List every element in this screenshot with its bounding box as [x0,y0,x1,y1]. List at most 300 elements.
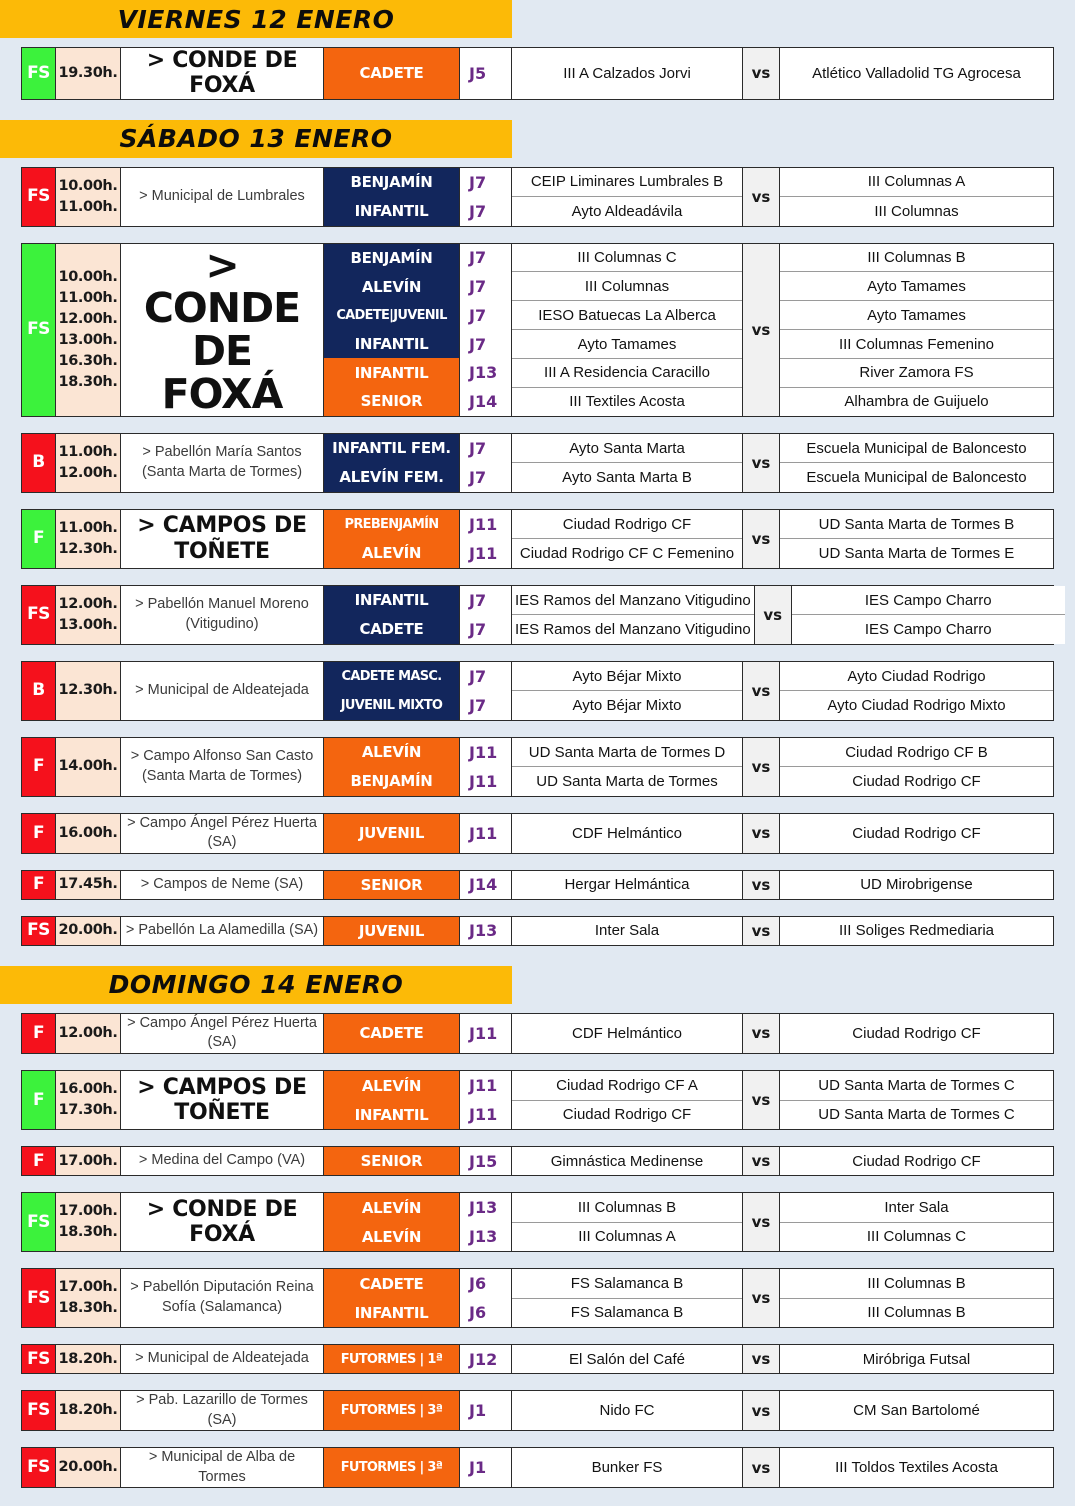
matchday-value: J11 [469,1023,498,1043]
time-column [56,814,121,853]
away-team: IES Campo Charro [792,586,1065,616]
sport-badge [22,1269,56,1327]
category-label: CADETE [324,1269,459,1298]
time-value: 17.30h. [58,1102,118,1119]
away-team: Alhambra de Guijuelo [844,393,989,411]
matchday-column [460,586,512,644]
matchday-value: J11 [469,771,498,791]
time-column [56,1448,121,1487]
venue-name: > CONDE DE FOXÁ [143,240,301,418]
away-team-column [780,244,1053,416]
vs-label: vs [751,64,771,83]
matchday-value: J7 [469,201,487,221]
away-team: Ciudad Rodrigo CF [852,1024,981,1042]
time-value: 18.20h. [58,1402,118,1419]
block-spacer [0,227,1075,243]
away-team: CM San Bartolomé [853,1402,980,1420]
away-team-column [780,1345,1053,1373]
category-column [324,871,460,899]
away-team: Ciudad Rodrigo CF [852,773,981,791]
category-label: INFANTIL [324,330,459,359]
vs-separator [743,1014,780,1053]
time-column [56,168,121,226]
home-team: III A Residencia Caracillo [512,359,742,388]
sport-label: FS [27,1287,50,1308]
vs-separator [743,1193,780,1251]
day-banner [0,966,512,1004]
time-value: 11.00h. [58,198,118,215]
time-column [56,434,121,492]
venue-cell [121,434,324,492]
venue-name: > Municipal de Aldeatejada [135,1350,309,1367]
home-team: CEIP Liminares Lumbrales B [512,168,742,198]
time-value: 17.45h. [58,876,118,893]
category-label: INFANTIL [324,1298,459,1327]
time-column [56,871,121,899]
away-team: III Columnas [874,202,959,220]
away-team: UD Mirobrigense [860,876,973,894]
category-label: JUVENIL MIXTO [324,691,459,720]
matchday-column [460,1071,512,1129]
vs-label: vs [751,824,771,843]
matchday-value: J11 [469,742,498,762]
time-value: 12.00h. [58,464,118,481]
vs-label: vs [751,1350,771,1369]
category-label: ALEVÍN [324,539,459,568]
sport-badge [22,1193,56,1251]
matchday-column [460,1345,512,1373]
matchday-value: J1 [469,1401,487,1421]
away-team: III Columnas C [866,1228,967,1246]
vs-separator [743,168,780,226]
matchday-value: J11 [469,514,498,534]
time-value: 11.00h. [58,519,118,536]
matchday-value: J7 [469,172,487,192]
matchday-column [460,1448,512,1487]
category-label: INFANTIL [324,1100,459,1129]
matchday-column [460,168,512,226]
time-value: 11.00h. [58,443,118,460]
away-team-column [780,1269,1053,1327]
sport-label: FS [27,186,50,207]
vs-label: vs [751,320,771,339]
vs-label: vs [751,1401,771,1420]
block-spacer [0,900,1075,916]
time-column [56,244,121,416]
time-column [56,1014,121,1053]
away-team: Inter Sala [780,1193,1053,1223]
away-team-column [780,434,1053,492]
time-column [56,586,121,644]
sport-label: F [32,822,45,843]
matchday-value: J13 [469,921,498,941]
home-team: III Columnas B [512,1193,742,1223]
sport-label: F [32,528,45,549]
time-value: 11.00h. [58,289,118,306]
matchday-column [460,662,512,720]
home-team-column [512,586,755,644]
match-block [21,870,1054,900]
vs-label: vs [751,1289,771,1308]
match-block [21,1013,1054,1054]
match-block [21,661,1054,721]
category-label: INFANTIL [324,358,459,387]
category-label: ALEVÍN [324,272,459,301]
time-column [56,1071,121,1129]
time-column [56,1391,121,1430]
sport-badge [22,738,56,796]
block-spacer [0,1004,1075,1013]
time-value: 13.00h. [58,331,118,348]
time-value: 13.00h. [58,616,118,633]
matchday-value: J7 [469,467,487,487]
sport-badge [22,434,56,492]
time-value: 18.30h. [58,1224,118,1241]
block-spacer [0,417,1075,433]
vs-label: vs [751,1091,771,1110]
home-team: Ciudad Rodrigo CF A [512,1071,742,1101]
matchday-value: J1 [469,1458,487,1478]
matchday-column [460,48,512,99]
time-value: 18.20h. [58,1350,118,1367]
category-column [324,1014,460,1053]
home-team-column [512,814,743,853]
home-team-column [512,738,743,796]
category-label: BENJAMÍN [324,168,459,197]
venue-name: > Pabellón Manuel Moreno (Vitigudino) [135,596,309,632]
block-spacer [0,645,1075,661]
home-team-column [512,1269,743,1327]
block-spacer [0,1328,1075,1344]
home-team: Hergar Helmántica [564,876,690,894]
away-team: Escuela Municipal de Baloncesto [806,469,1027,487]
matchday-column [460,1269,512,1327]
home-team-column [512,917,743,945]
venue-cell [121,240,324,418]
category-label: SENIOR [324,387,459,416]
away-team: Ayto Tamames [780,272,1053,301]
sport-badge [22,662,56,720]
sport-badge [22,1147,56,1175]
category-column [324,1071,460,1129]
venue-cell [121,1391,324,1430]
matchday-value: J11 [469,543,498,563]
category-label: BENJAMÍN [324,767,459,796]
away-team: III Columnas B [867,1304,966,1322]
vs-separator [743,1269,780,1327]
vs-separator [743,1071,780,1129]
matchday-column [460,738,512,796]
venue-cell [121,1193,324,1251]
match-block [21,167,1054,227]
venue-name: > CAMPOS DE TOÑETE [137,1074,307,1126]
category-column [324,48,460,99]
home-team: Ayto Santa Marta [512,434,742,464]
venue-name: > Municipal de Alba de Tormes [148,1449,296,1485]
time-value: 12.00h. [58,595,118,612]
time-column [56,510,121,568]
sport-badge [22,871,56,899]
block-spacer [0,1130,1075,1146]
time-column [56,1147,121,1175]
venue-cell [121,168,324,226]
block-spacer [0,854,1075,870]
venue-name: > Pabellón Diputación Reina Sofía (Salamanca) [130,1279,314,1316]
venue-cell [121,1147,324,1175]
matchday-value: J7 [469,695,487,715]
category-column [324,586,460,644]
venue-cell [121,510,324,568]
home-team-column [512,510,743,568]
venue-name: > Medina del Campo (VA) [138,1152,306,1169]
day-banner [0,0,512,38]
match-block [21,1390,1054,1431]
matchday-value: J5 [469,63,487,83]
matchday-column [460,917,512,945]
matchday-value: J7 [469,277,487,297]
matchday-value: J13 [469,1198,498,1218]
matchday-value: J7 [469,334,487,354]
vs-separator [743,48,780,99]
away-team-column [780,738,1053,796]
venue-cell [121,1071,324,1129]
sport-badge [22,168,56,226]
vs-separator [743,510,780,568]
match-block [21,433,1054,493]
time-value: 20.00h. [58,922,118,939]
category-label: CADETE [324,1014,459,1053]
away-team: Ayto Ciudad Rodrigo [780,662,1053,692]
venue-name: > Pabellón La Alamedilla (SA) [125,922,319,939]
sport-label: FS [27,1211,50,1232]
sport-label: FS [27,604,50,625]
away-team: UD Santa Marta de Tormes C [818,1106,1015,1124]
time-value: 10.00h. [58,177,118,194]
matchday-column [460,1391,512,1430]
sport-badge [22,1448,56,1487]
match-block [21,509,1054,569]
block-spacer [0,1054,1075,1070]
away-team: III Columnas B [780,1269,1053,1299]
away-team: Ciudad Rodrigo CF [852,824,981,842]
sport-label: F [32,1022,45,1043]
home-team: Ciudad Rodrigo CF C Femenino [519,545,735,563]
away-team: III Columnas A [780,168,1053,198]
category-column [324,244,460,416]
matchday-value: J15 [469,1151,498,1171]
matchday-column [460,1014,512,1053]
home-team-column [512,1071,743,1129]
venue-cell [121,738,324,796]
away-team: III Columnas B [780,244,1053,273]
matchday-value: J7 [469,666,487,686]
home-team-column [512,168,743,226]
vs-separator [743,738,780,796]
matchday-column [460,814,512,853]
vs-separator [743,434,780,492]
category-label: ALEVÍN [324,1222,459,1251]
home-team: Inter Sala [594,922,660,940]
vs-label: vs [751,921,771,940]
away-team-column [780,1147,1053,1175]
sport-badge [22,510,56,568]
matchday-column [460,434,512,492]
time-value: 12.30h. [58,540,118,557]
day-banner [0,120,512,158]
home-team: III Columnas A [578,1228,676,1246]
category-label: CADETE [324,48,459,99]
away-team-column [780,662,1053,720]
day-banner-wrap [0,120,1075,158]
matchday-column [460,510,512,568]
sport-badge [22,244,56,416]
sport-label: F [32,1089,45,1110]
home-team: Nido FC [599,1402,655,1420]
matchday-column [460,244,512,416]
time-value: 10.00h. [58,268,118,285]
time-column [56,738,121,796]
home-team: III Columnas C [512,244,742,273]
matchday-value: J7 [469,248,487,268]
match-block [21,916,1054,946]
away-team-column [792,586,1065,644]
vs-separator [743,1391,780,1430]
sport-label: FS [27,1457,50,1478]
home-team: UD Santa Marta de Tormes D [512,738,742,768]
sport-label: FS [27,319,50,340]
home-team: Ayto Béjar Mixto [512,662,742,692]
time-value: 18.30h. [58,1300,118,1317]
category-label: SENIOR [324,1147,459,1175]
category-label: CADETE MASC. [324,662,459,691]
away-team: III Columnas Femenino [780,330,1053,359]
time-value: 19.30h. [58,64,118,81]
home-team: III A Calzados Jorvi [563,64,691,82]
away-team-column [780,1391,1053,1430]
day-banner-wrap [0,0,1075,38]
away-team-column [780,814,1053,853]
matchday-value: J13 [469,363,498,383]
vs-separator [743,662,780,720]
time-value: 17.00h. [58,1203,118,1220]
category-column [324,1147,460,1175]
away-team: Ciudad Rodrigo CF B [780,738,1053,768]
category-label: BENJAMÍN [324,244,459,273]
block-spacer [0,721,1075,737]
sport-label: B [32,680,45,701]
time-column [56,48,121,99]
category-column [324,1345,460,1373]
venue-name: > CAMPOS DE TOÑETE [137,513,307,564]
vs-separator [743,1345,780,1373]
matchday-value: J7 [469,619,487,639]
away-team: Ayto Tamames [780,301,1053,330]
home-team-column [512,1345,743,1373]
away-team-column [780,1193,1053,1251]
block-spacer [0,493,1075,509]
match-block [21,1447,1054,1488]
match-block [21,240,1054,418]
matchday-value: J12 [469,1349,498,1369]
sport-label: FS [27,62,50,83]
category-column [324,814,460,853]
category-column [324,917,460,945]
match-block [21,1070,1054,1130]
sport-badge [22,586,56,644]
venue-cell [121,1269,324,1327]
category-column [324,1448,460,1487]
match-block [21,1146,1054,1176]
category-label: INFANTIL [324,586,459,615]
vs-label: vs [751,1152,771,1171]
category-column [324,662,460,720]
home-team: IES Ramos del Manzano Vitigudino [512,586,754,616]
home-team: Ayto Béjar Mixto [572,697,682,715]
block-spacer [0,569,1075,585]
category-label: CADETE|JUVENIL [324,301,459,330]
venue-cell [121,1345,324,1373]
day-spacer [0,946,1075,966]
sport-label: F [32,874,45,895]
away-team: Ciudad Rodrigo CF [852,1152,981,1170]
block-spacer [0,1252,1075,1268]
sport-label: F [32,1150,45,1171]
venue-name: > Municipal de Lumbrales [139,187,305,204]
category-column [324,738,460,796]
venue-name: > Municipal de Aldeatejada [135,682,309,698]
home-team: CDF Helmántico [571,824,683,842]
vs-label: vs [751,1458,771,1477]
home-team: Gimnástica Medinense [550,1152,704,1170]
vs-separator [755,586,792,644]
matchday-column [460,1147,512,1175]
sport-badge [22,917,56,945]
venue-cell [121,48,324,99]
vs-label: vs [751,1024,771,1043]
away-team: III Soliges Redmediaria [838,922,995,940]
matchday-value: J14 [469,875,498,895]
block-spacer [0,158,1075,167]
category-label: ALEVÍN [324,1071,459,1100]
venue-name: > CONDE DE FOXÁ [146,48,298,99]
category-label: INFANTIL FEM. [324,434,459,463]
day-title: VIERNES 12 ENERO [117,4,395,34]
block-spacer [0,38,1075,47]
home-team-column [512,662,743,720]
vs-label: vs [751,453,771,472]
home-team: Ayto Aldeadávila [571,202,683,220]
category-label: SENIOR [324,871,459,899]
venue-name: > Campo Ángel Pérez Huerta (SA) [127,1014,317,1051]
matchday-value: J11 [469,1076,498,1096]
block-spacer [0,1176,1075,1192]
home-team: Ciudad Rodrigo CF [562,1106,692,1124]
time-value: 18.30h. [58,373,118,390]
time-column [56,662,121,720]
venue-name: > Campos de Neme (SA) [140,876,304,893]
vs-label: vs [751,757,771,776]
venue-cell [121,871,324,899]
venue-cell [121,917,324,945]
category-label: JUVENIL [324,917,459,945]
time-column [56,1345,121,1373]
matchday-value: J11 [469,823,498,843]
block-spacer [0,1374,1075,1390]
category-label: INFANTIL [324,197,459,226]
sport-badge [22,48,56,99]
time-value: 16.00h. [58,824,118,841]
home-team: Ciudad Rodrigo CF [512,510,742,540]
